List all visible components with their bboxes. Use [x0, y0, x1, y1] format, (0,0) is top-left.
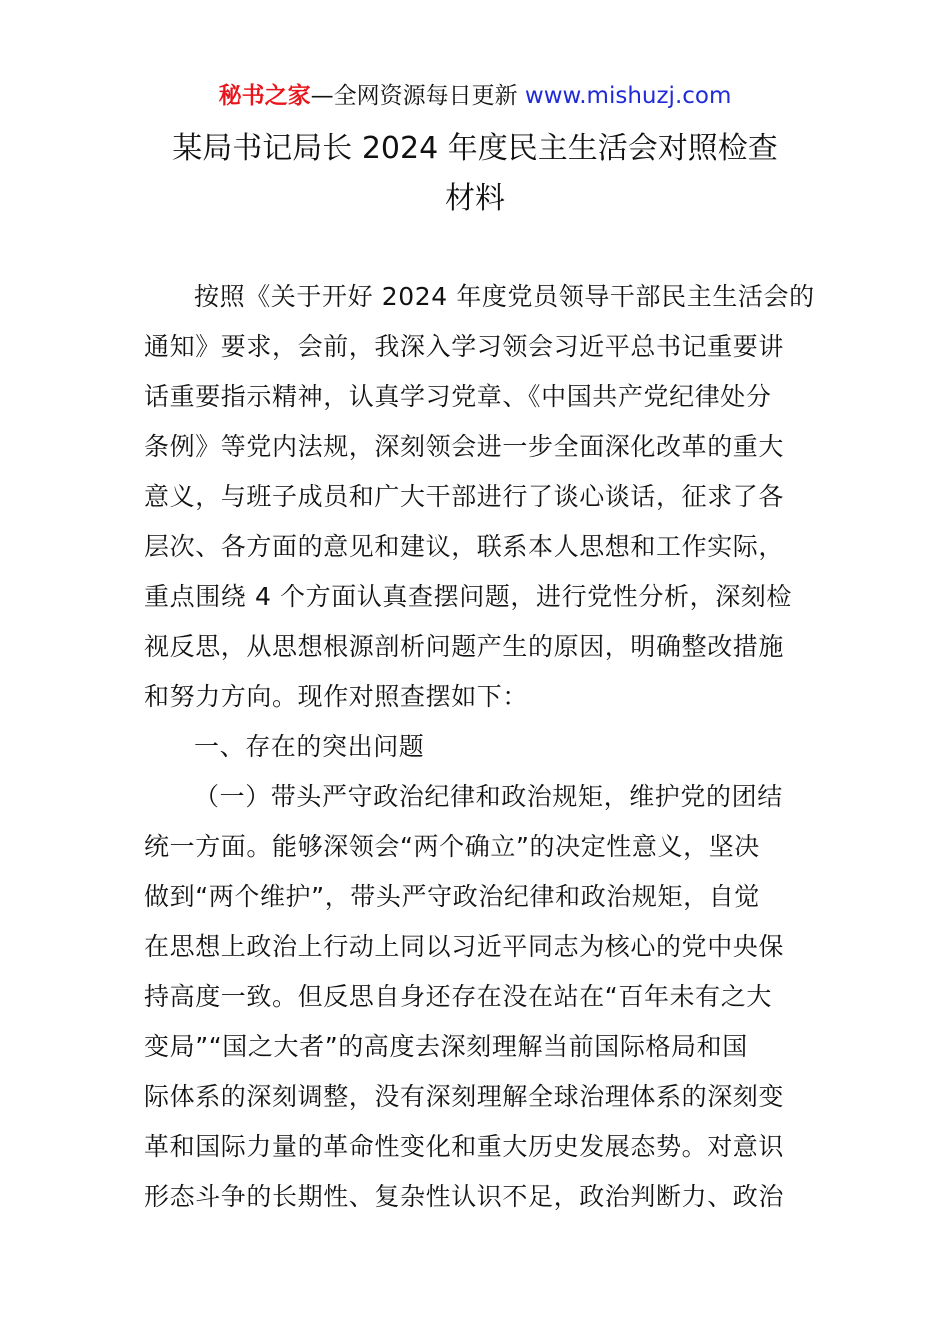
body-line: 层次、各方面的意见和建议，联系本人思想和工作实际，: [144, 532, 785, 561]
document-title: [100, 124, 850, 224]
body-line: 条例》等党内法规，深刻领会进一步全面深化改革的重大: [144, 432, 785, 461]
site-name: 秘书之家: [218, 83, 311, 109]
site-url-link[interactable]: www.mishuzj.com: [524, 83, 732, 109]
body-line: 通知》要求，会前，我深入学习领会习近平总书记重要讲: [144, 332, 785, 361]
body-line: 重点围绕 4 个方面认真查摆问题，进行党性分析，深刻检: [144, 582, 793, 611]
body-line: 做到“两个维护”，带头严守政治纪律和政治规矩，自觉: [144, 882, 760, 911]
title-line-1: 某局书记局长 2024 年度民主生活会对照检查: [172, 131, 778, 166]
title-line-2: 材料: [445, 181, 505, 216]
body-line: 意义，与班子成员和广大干部进行了谈心谈话，征求了各: [144, 482, 785, 511]
section-heading: 一、存在的突出问题: [194, 732, 425, 761]
body-line: 变局”“国之大者”的高度去深刻理解当前国际格局和国: [144, 1032, 748, 1061]
site-tagline: —全网资源每日更新: [310, 83, 525, 109]
body-line: 按照《关于开好 2024 年度党员领导干部民主生活会的: [194, 282, 815, 311]
body-line: 持高度一致。但反思自身还存在没在站在“百年未有之大: [144, 982, 772, 1011]
document-body: [144, 272, 815, 1222]
body-line: 和努力方向。现作对照查摆如下：: [144, 682, 529, 711]
body-line: 在思想上政治上行动上同以习近平同志为核心的党中央保: [144, 932, 785, 961]
body-line: 统一方面。能够深领会“两个确立”的决定性意义，坚决: [144, 832, 760, 861]
body-line: 革和国际力量的革命性变化和重大历史发展态势。对意识: [144, 1132, 785, 1161]
subsection-heading: （一）带头严守政治纪律和政治规矩，维护党的团结: [194, 782, 783, 811]
site-header: [0, 80, 950, 112]
body-line: 话重要指示精神，认真学习党章、《中国共产党纪律处分: [144, 382, 772, 411]
body-line: 际体系的深刻调整，没有深刻理解全球治理体系的深刻变: [144, 1082, 785, 1111]
body-line: 视反思，从思想根源剖析问题产生的原因，明确整改措施: [144, 632, 785, 661]
body-line: 形态斗争的长期性、复杂性认识不足，政治判断力、政治: [144, 1182, 785, 1211]
